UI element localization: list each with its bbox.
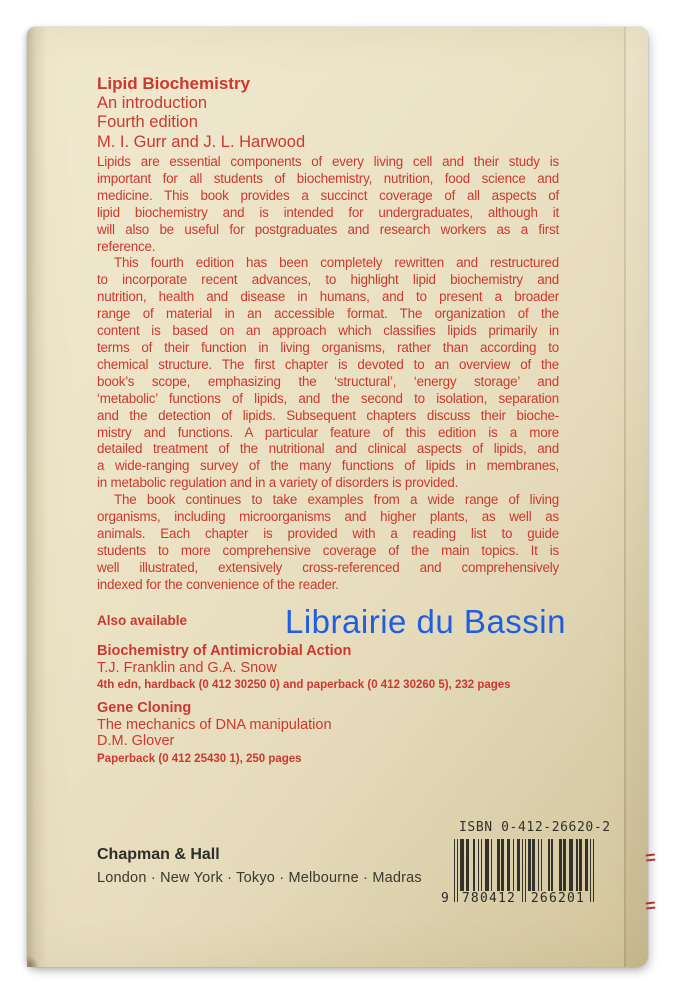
blurb-line: and the detection of lipids. Subsequent chapters discuss their bioche- bbox=[97, 407, 559, 423]
other-book-title: Gene Cloning bbox=[97, 700, 192, 716]
barcode-bar bbox=[579, 839, 582, 891]
barcode-bar bbox=[528, 839, 531, 891]
barcode-bar bbox=[473, 839, 474, 891]
blurb-line: in metabolic regulation and in a variety of disorders is provided. bbox=[97, 475, 459, 491]
barcode-digits-left: 780412 bbox=[461, 891, 517, 906]
blurb-line: terms of their function in living organisms, rather than according to bbox=[97, 339, 559, 355]
blurb-line: book’s scope, emphasizing the ‘structural’, ‘energy storage’ and bbox=[97, 373, 559, 389]
barcode-bar bbox=[497, 839, 500, 891]
also-available-heading: Also available bbox=[97, 613, 188, 628]
other-book-authors: T.J. Franklin and G.A. Snow bbox=[97, 660, 277, 676]
blurb-line: will also be useful for postgraduates and research workers as a first bbox=[97, 221, 559, 237]
barcode-bar bbox=[478, 839, 479, 891]
barcode-bar bbox=[559, 839, 562, 891]
other-book-title: Biochemistry of Antimicrobial Action bbox=[97, 643, 352, 659]
book-back-cover bbox=[27, 27, 648, 967]
other-book-details: Paperback (0 412 25430 1), 250 pages bbox=[97, 753, 302, 765]
blurb-line: detailed treatment of the nutritional and clinical aspects of lipids, and bbox=[97, 441, 559, 457]
blurb-line: reference. bbox=[97, 238, 156, 254]
other-book-details: 4th edn, hardback (0 412 30250 0) and paperback (0 412 30260 5), 232 pages bbox=[97, 679, 511, 691]
blurb-line: medicine. This book provides a succinct coverage of all aspects of bbox=[97, 187, 559, 203]
barcode-bar bbox=[551, 839, 552, 891]
barcode-bar bbox=[517, 839, 520, 891]
blurb-line: This fourth edition has been completely rewritten and restructured bbox=[114, 255, 559, 271]
barcode-bar bbox=[593, 839, 594, 902]
red-edge-mark bbox=[646, 854, 656, 862]
barcode-bar bbox=[522, 839, 523, 902]
blurb-line: organisms, including microorganisms and higher plants, as well as bbox=[97, 509, 559, 525]
isbn-text: ISBN 0-412-26620-2 bbox=[459, 820, 611, 835]
blurb-line: well illustrated, extensively cross-referenced and comprehensively bbox=[97, 559, 559, 575]
bookseller-watermark: Librairie du Bassin bbox=[285, 603, 566, 640]
blurb-line: lipid biochemistry and is intended for undergraduates, although it bbox=[97, 204, 559, 220]
barcode-bar bbox=[569, 839, 573, 891]
other-book-subtitle: The mechanics of DNA manipulation bbox=[97, 717, 332, 733]
barcode-bar bbox=[590, 839, 591, 902]
blurb bbox=[97, 154, 559, 594]
blurb-line: indexed for the convenience of the reader. bbox=[97, 576, 339, 592]
blurb-line: Lipids are essential components of every living cell and their study is bbox=[97, 154, 559, 169]
blurb-line: The book continues to take examples from a wide range of living bbox=[114, 492, 559, 508]
cover-right-edge-strip bbox=[626, 27, 648, 967]
barcode-bar bbox=[485, 839, 489, 891]
book-edition: Fourth edition bbox=[97, 113, 198, 131]
barcode-bar bbox=[532, 839, 535, 891]
blurb-line: content is based on an approach which classifies lipids primarily in bbox=[97, 323, 559, 339]
barcode-bar bbox=[501, 839, 504, 891]
publisher-name: Chapman & Hall bbox=[97, 846, 220, 863]
barcode-bar bbox=[541, 839, 542, 891]
barcode-bar bbox=[548, 839, 549, 891]
book-subtitle: An introduction bbox=[97, 93, 208, 112]
blurb-line: a wide-ranging survey of the many functions of lipids in membranes, bbox=[97, 458, 559, 474]
barcode-bar bbox=[585, 839, 588, 891]
red-edge-mark bbox=[646, 902, 656, 910]
barcode-digit-lead: 9 bbox=[441, 891, 449, 906]
book-authors: M. I. Gurr and J. L. Harwood bbox=[97, 132, 306, 151]
blurb-line: chemical structure. The first chapter is devoted to an overview of the bbox=[97, 356, 559, 372]
barcode-bar bbox=[576, 839, 577, 891]
title-block bbox=[97, 74, 305, 152]
blurb-line: to incorporate recent advances, to highlight lipid biochemistry and bbox=[97, 272, 559, 288]
blurb-line: important for all students of biochemistry, nutrition, food science and bbox=[97, 170, 559, 186]
blurb-line: range of material in an accessible format. The organization of the bbox=[97, 306, 559, 322]
barcode-bar bbox=[454, 839, 455, 902]
blurb-line: students to more comprehensive coverage of the main topics. It is bbox=[97, 542, 559, 558]
blurb-line: ‘metabolic’ functions of lipids, and the second to isolation, separation bbox=[97, 390, 559, 406]
barcode-bar bbox=[563, 839, 566, 891]
spine-shadow bbox=[27, 27, 47, 967]
barcode-bar bbox=[525, 839, 526, 902]
other-book-authors: D.M. Glover bbox=[97, 733, 175, 749]
barcode-bar bbox=[513, 839, 514, 891]
barcode-bar bbox=[507, 839, 510, 891]
ean13-barcode bbox=[441, 839, 594, 909]
worn-corner bbox=[27, 955, 39, 967]
barcode-bar bbox=[466, 839, 469, 891]
blurb-line: nutrition, health and disease in humans, and to present a broader bbox=[97, 289, 559, 305]
blurb-line: animals. Each chapter is provided with a reading list to guide bbox=[97, 525, 559, 541]
barcode-bar bbox=[538, 839, 539, 891]
barcode-digits-right: 266201 bbox=[530, 891, 586, 906]
blurb-line: mistry and functions. A particular feature of this edition is a more bbox=[97, 424, 559, 440]
barcode-bar bbox=[481, 839, 482, 891]
publisher-cities: London · New York · Tokyo · Melbourne · Madras bbox=[97, 870, 422, 886]
barcode-bar bbox=[491, 839, 492, 891]
book-title: Lipid Biochemistry bbox=[97, 74, 251, 93]
barcode-bar bbox=[460, 839, 464, 891]
